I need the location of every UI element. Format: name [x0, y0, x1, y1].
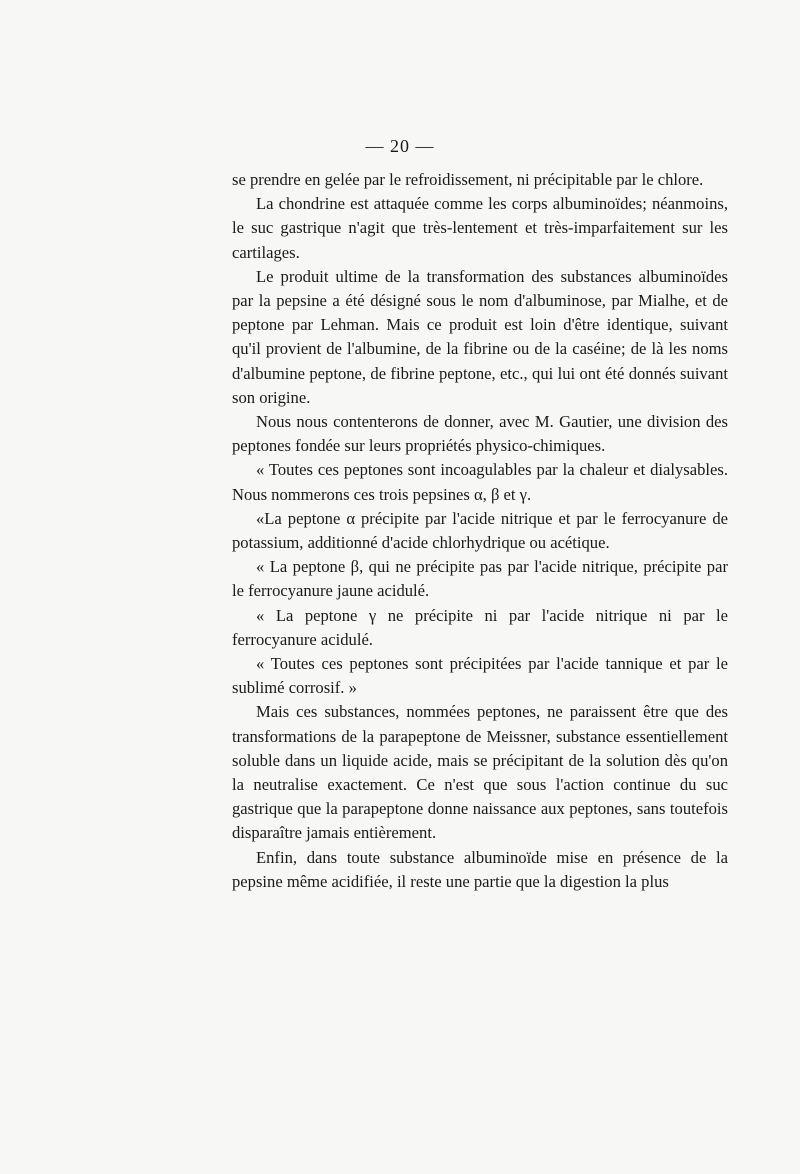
paragraph: Mais ces substances, nommées peptones, ne paraissent être que des transformations de la parapeptone de Meissner, substance essentiellement soluble dans un liquide acide, mais se précipitant de la solution dès qu'on la neutralise exactement. Ce n'est que sous l'action continue du suc gastrique que la parapeptone donne naissance aux peptones, sans toutefois disparaître jamais entièrement.: [232, 702, 728, 843]
paragraph: « La peptone γ ne précipite ni par l'acide nitrique ni par le ferrocyanure acidulé.: [232, 605, 728, 649]
body-text: [232, 168, 728, 894]
paragraph: «La peptone α précipite par l'acide nitrique et par le ferrocyanure de potassium, additionné d'acide chlorhydrique ou acétique.: [232, 508, 728, 553]
paragraph: La chondrine est attaquée comme les corps albuminoïdes; néanmoins, le suc gastrique n'agit que très-lentement et très-imparfaitement sur les cartilages.: [232, 194, 728, 262]
paragraph: se prendre en gelée par le refroidissement, ni précipitable par le chlore.: [232, 170, 704, 189]
paragraph: « La peptone β, qui ne précipite pas par l'acide nitrique, précipite par le ferrocyanure jaune acidulé.: [232, 557, 728, 601]
paragraph: « Toutes ces peptones sont précipitées par l'acide tannique et par le sublimé corrosif. »: [232, 654, 728, 698]
paragraph: Nous nous contenterons de donner, avec M. Gautier, une division des peptones fondée sur leurs propriétés physico-chimiques.: [232, 412, 728, 456]
paragraph: Le produit ultime de la transformation des substances albuminoïdes par la pepsine a été désigné sous le nom d'albuminose, par Mialhe, et de peptone par Lehman. Mais ce produit est loin d'être identique, suivant qu'il provient de l'albumine, de la fibrine ou de la caséine; de là les noms d'albumine peptone, de fibrine peptone, etc., qui lui ont été donnés suivant son origine.: [232, 266, 728, 407]
page-number: — 20 —: [365, 136, 435, 156]
paragraph: Enfin, dans toute substance albuminoïde mise en présence de la pepsine même acidifiée, il reste une partie que la digestion la plus: [232, 847, 728, 891]
paragraph: « Toutes ces peptones sont incoagulables par la chaleur et dialysables. Nous nommerons ces trois pepsines α, β et γ.: [232, 460, 728, 504]
